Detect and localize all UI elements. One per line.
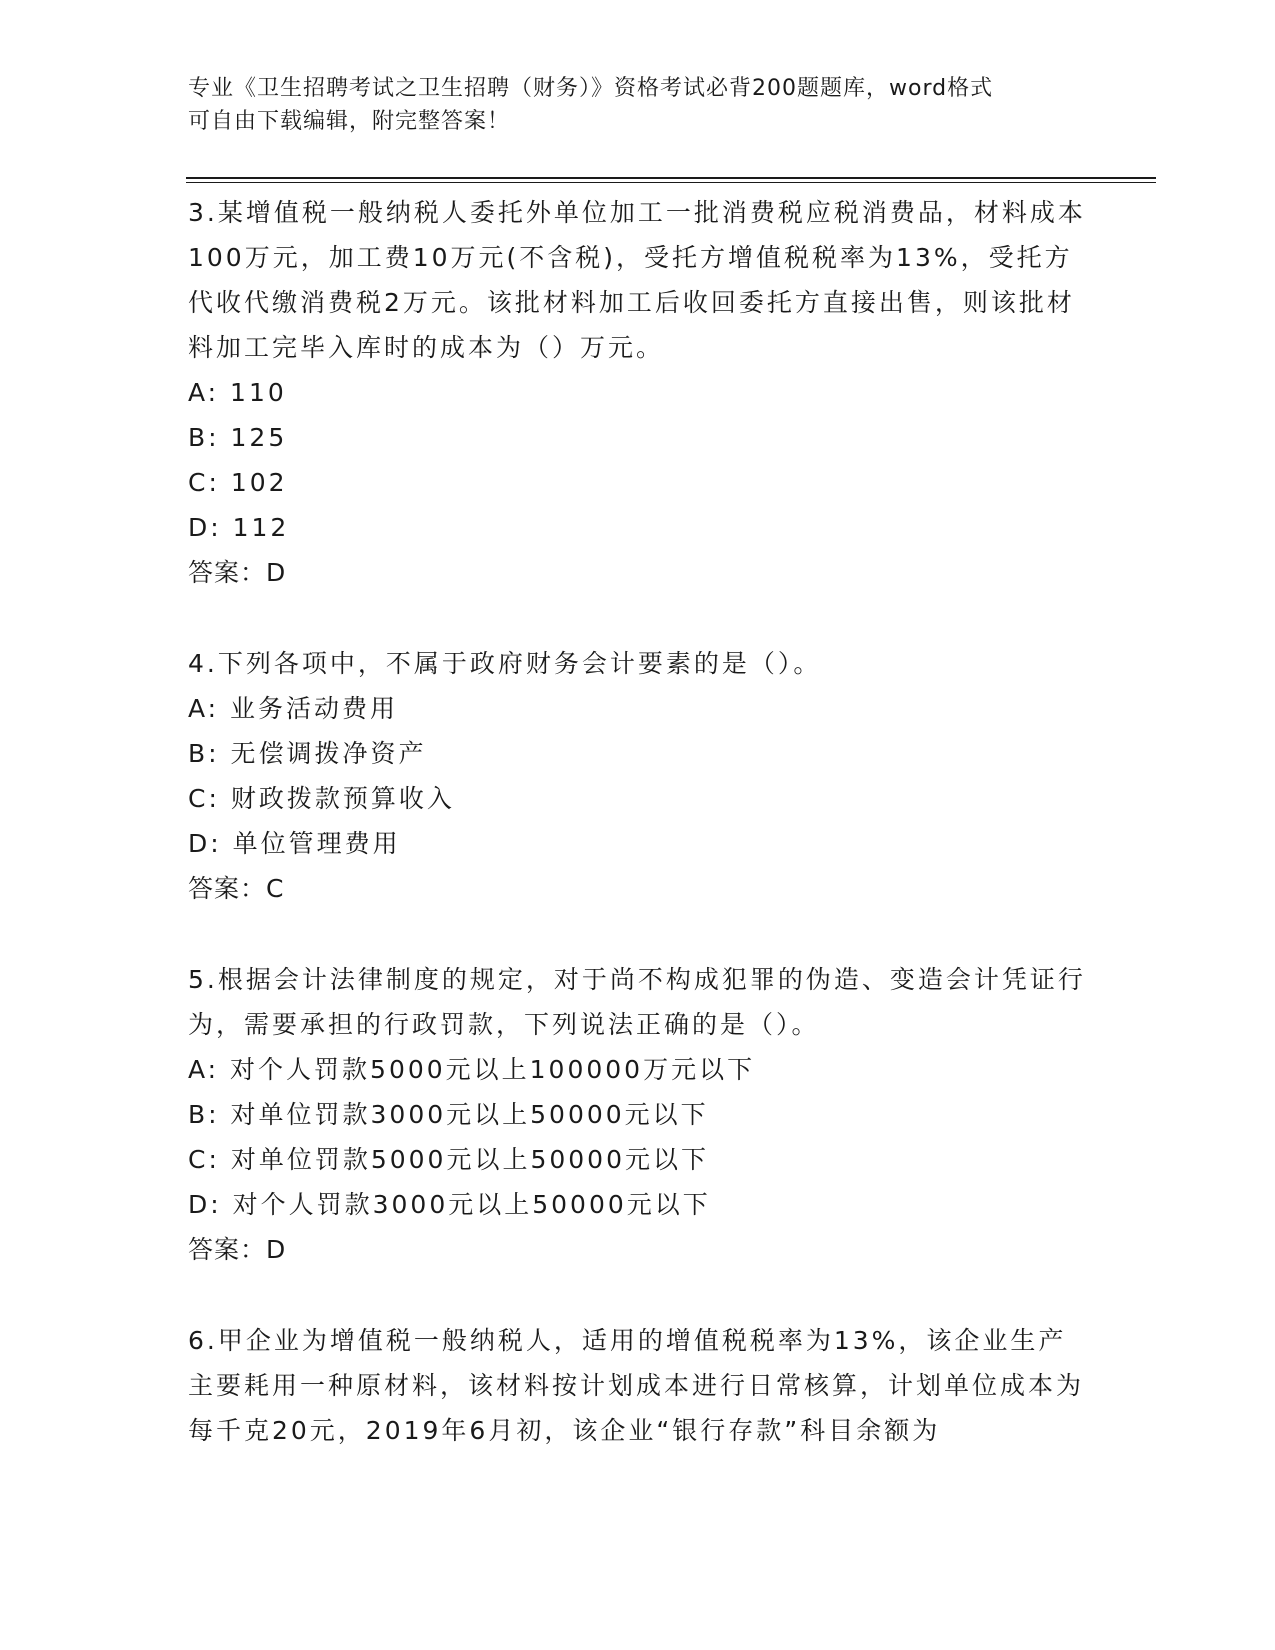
question-stem: 4.下列各项中，不属于政府财务会计要素的是（）。 xyxy=(188,649,822,678)
question-4 xyxy=(188,641,1088,911)
option-a: A: 业务活动费用 xyxy=(188,694,399,723)
option-d: D: 112 xyxy=(188,513,290,542)
option-c: C: 对单位罚款5000元以上50000元以下 xyxy=(188,1145,709,1174)
header-rule-thin xyxy=(186,182,1156,183)
answer-line: 答案：D xyxy=(188,1235,287,1264)
answer-line: 答案：D xyxy=(188,558,287,587)
option-c: C: 102 xyxy=(188,468,288,497)
header-line-2: 可自由下载编辑，附完整答案！ xyxy=(188,109,511,134)
question-list xyxy=(188,190,1088,1499)
option-d: D: 单位管理费用 xyxy=(188,829,401,858)
option-d: D: 对个人罚款3000元以上50000元以下 xyxy=(188,1190,711,1219)
question-5 xyxy=(188,957,1088,1272)
option-b: B: 无偿调拨净资产 xyxy=(188,739,427,768)
option-b: B: 对单位罚款3000元以上50000元以下 xyxy=(188,1100,709,1129)
header-rule-thick xyxy=(186,177,1156,179)
option-c: C: 财政拨款预算收入 xyxy=(188,784,455,813)
question-stem: 6.甲企业为增值税一般纳税人，适用的增值税税率为13%，该企业生产主要耗用一种原材料，该材料按计划成本进行日常核算，计划单位成本为每千克20元，2019年6月初，该企业“银行存款”科目余额为 xyxy=(188,1326,1085,1445)
option-b: B: 125 xyxy=(188,423,288,452)
question-stem: 5.根据会计法律制度的规定，对于尚不构成犯罪的伪造、变造会计凭证行为，需要承担的行政罚款，下列说法正确的是（）。 xyxy=(188,965,1086,1039)
answer-line: 答案：C xyxy=(188,874,285,903)
option-a: A: 对个人罚款5000元以上100000万元以下 xyxy=(188,1055,756,1084)
question-3 xyxy=(188,190,1088,595)
option-a: A: 110 xyxy=(188,378,287,407)
header-line-1: 专业《卫生招聘考试之卫生招聘（财务）》资格考试必背200题题库，word格式 xyxy=(188,76,994,101)
question-6 xyxy=(188,1318,1088,1453)
document-header xyxy=(188,72,1088,138)
question-stem: 3.某增值税一般纳税人委托外单位加工一批消费税应税消费品，材料成本100万元，加工费10万元(不含税)，受托方增值税税率为13%，受托方代收代缴消费税2万元。该批材料加工后收回委托方直接出售，则该批材料加工完毕入库时的成本为（）万元。 xyxy=(188,198,1086,362)
